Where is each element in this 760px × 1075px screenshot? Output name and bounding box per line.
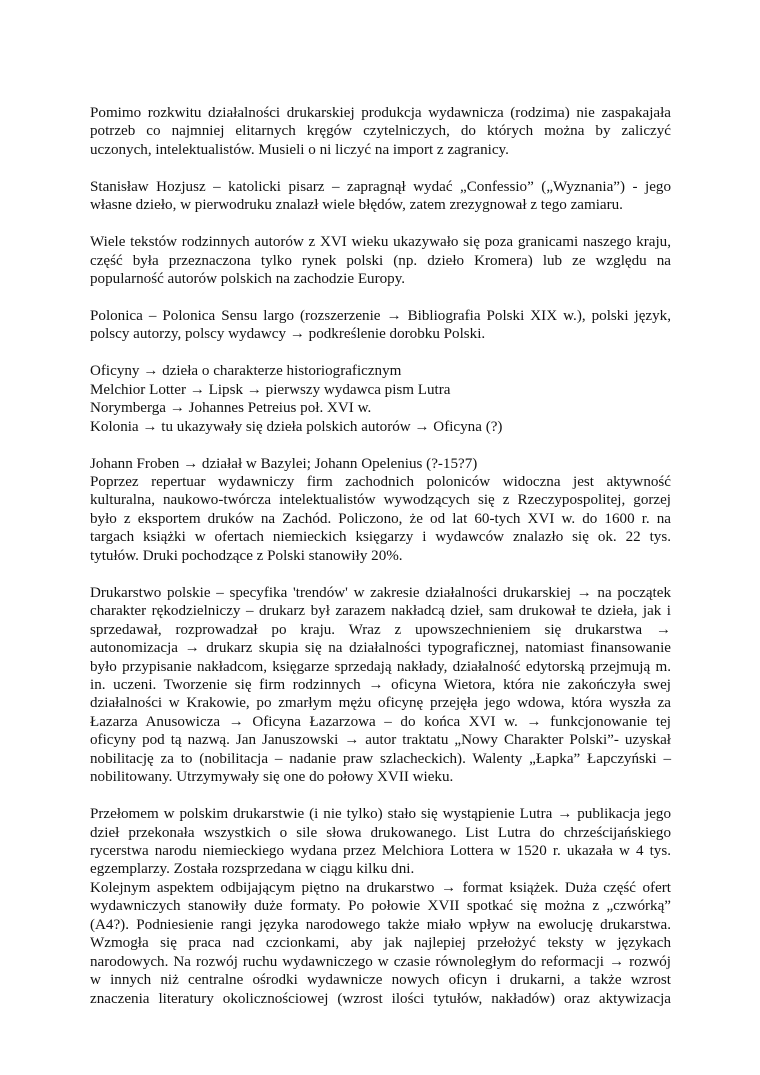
text-line: Norymberga → Johannes Petreius poł. XVI w. xyxy=(90,400,372,417)
paragraph-hozjusz xyxy=(90,178,671,215)
text-line: Pomimo rozkwitu działalności drukarskiej produkcja wydawnicza (rodzima) nie zaspakajała xyxy=(90,105,671,121)
text-line: Melchior Lotter → Lipsk → pierwszy wydawca pism Lutra xyxy=(90,381,451,398)
document-body xyxy=(90,104,671,1008)
text-line: Drukarstwo polskie – specyfika 'trendów' w zakresie działalności drukarskiej → na początek xyxy=(90,584,671,601)
text-line: własne dzieło, w pierwodruku znalazł wiele błędów, zatem zrezygnował z tego zamiaru. xyxy=(90,197,623,214)
text-line: dzieł przekonała wszystkich o sile słowa drukowanego. List Lutra do chrześcijańskiego xyxy=(90,824,671,841)
text-line: wydawniczych stanowiły duże formaty. Po połowie XVII spotkać się można z „czwórką” xyxy=(90,898,671,915)
paragraph-oficyny xyxy=(90,362,671,436)
text-line: Poprzez repertuar wydawniczy firm zachodnich poloniców widoczna jest aktywność xyxy=(90,473,671,490)
text-line: Oficyny → dzieła o charakterze historiograficznym xyxy=(90,363,402,380)
text-line: targach książki w ofertach niemieckich księgarzy i wydawców znalazło się ok. 22 tys. xyxy=(90,529,671,546)
text-line: Kolonia → tu ukazywały się dzieła polskich autorów → Oficyna (?) xyxy=(90,418,503,435)
text-line: Łazarza Anusowicza → Oficyna Łazarzowa – do końca XVI w. → funkcjonowanie tej xyxy=(90,713,671,730)
text-line: nobilitowany. Utrzymywały się one do połowy XVII wieku. xyxy=(90,769,454,786)
text-line: Johann Froben → działał w Bazylei; Johann Opelenius (?-15?7) xyxy=(90,455,478,472)
text-line: tytułów. Druki pochodzące z Polski stanowiły 20%. xyxy=(90,547,403,564)
paragraph-format xyxy=(90,879,671,1008)
text-line: popularność autorów polskich na zachodzie Europy. xyxy=(90,271,406,288)
text-line: Wiele tekstów rodzinnych autorów z XVI wieku ukazywało się poza granicami naszego kraju, xyxy=(90,234,671,251)
text-line: Przełomem w polskim drukarstwie (i nie tylko) stało się wystąpienie Lutra → publikacja jego xyxy=(90,806,671,823)
text-line: kulturalna, naukowo-twórcza intelektualistów wywodzących się z Rzeczypospolitej, gorzej xyxy=(90,492,671,509)
text-line: narodowych. Na rozwój ruchu wydawniczego w czasie równoległym do reformacji → rozwój xyxy=(90,953,671,970)
text-line: znaczenia literatury okolicznościowej (wzrost ilości tytułów, nakładów) oraz aktywizacja xyxy=(90,990,671,1007)
paragraph-luter xyxy=(90,805,671,879)
text-line: część była przeznaczona tylko rynek polski (np. dzieło Kromera) lub ze względu na xyxy=(90,252,671,269)
paragraph-abroad xyxy=(90,233,671,288)
text-line: Stanisław Hozjusz – katolicki pisarz – zapragnął wydać „Confessio” („Wyznania”) - jego xyxy=(90,178,671,195)
text-line: uczonych, intelektualistów. Musieli o ni liczyć na import z zagranicy. xyxy=(90,141,509,158)
paragraph-froben-heading xyxy=(90,455,671,473)
text-line: sprzedawał, rozprowadzał po kraju. Wraz z upowszechnieniem się drukarstwa → xyxy=(90,621,671,638)
text-line: potrzeb co najmniej elitarnych kręgów czytelniczych, do których można by zaliczyć xyxy=(90,123,671,140)
text-line: nobilitację za to (nobilitacja – nadanie praw szlacheckich). Walenty „Łapka” Łapczyński – xyxy=(90,750,671,767)
text-line: oficyny pod tą nazwą. Jan Januszowski → autor traktatu „Nowy Charakter Polski”- uzyskał xyxy=(90,732,671,749)
text-line: Wzmogła się praca nad czcionkami, aby jak najlepiej przełożyć teksty w językach xyxy=(90,935,671,952)
text-line: (A4?). Podniesienie rangi języka narodowego także miało wpływ na ewolucję drukarstwa. xyxy=(90,916,671,933)
text-line: rycerstwa narodu niemieckiego wydana przez Melchiora Lottera w 1520 r. ukazała w 4 tys. xyxy=(90,843,671,860)
paragraph-drukarstwo xyxy=(90,584,671,787)
text-line: egzemplarzy. Została rozsprzedana w ciągu kilku dni. xyxy=(90,861,415,878)
text-line: w innych niż centralne ośrodki wydawnicze nowych oficyn i drukarni, a także wzrost xyxy=(90,972,671,989)
paragraph-polonica xyxy=(90,307,671,344)
text-line: in. uczeni. Tworzenie się firm rodzinnych → oficyna Wietora, która nie zakończyła swej xyxy=(90,676,671,693)
text-line: polscy autorzy, polscy wydawcy → podkreślenie dorobku Polski. xyxy=(90,326,486,343)
text-line: było z eksportem druków na Zachód. Policzono, że od lat 60-tych XVI w. do 1600 r. na xyxy=(90,510,671,527)
text-line: charakter rękodzielniczy – drukarz był zarazem nakładcą dzieł, sam drukował te dzieła, jak i xyxy=(90,603,671,620)
text-line: działalności w Krakowie, po zmarłym mężu oficynę przejęła jego wdowa, która wyszła za xyxy=(90,695,671,712)
text-line: Polonica – Polonica Sensu largo (rozszerzenie → Bibliografia Polski XIX w.), polski język, xyxy=(90,307,671,324)
text-line: autonomizacja → drukarz skupia się na działalności typograficznej, natomiast finansowanie xyxy=(90,640,671,657)
paragraph-intro xyxy=(90,104,671,159)
paragraph-repertuar xyxy=(90,473,671,565)
text-line: było przypisanie nakładcom, księgarze sprzedają nakłady, działalność edytorską przejmują m. xyxy=(90,658,671,675)
text-line: Kolejnym aspektem odbijającym piętno na drukarstwo → format książek. Duża część ofert xyxy=(90,879,671,896)
